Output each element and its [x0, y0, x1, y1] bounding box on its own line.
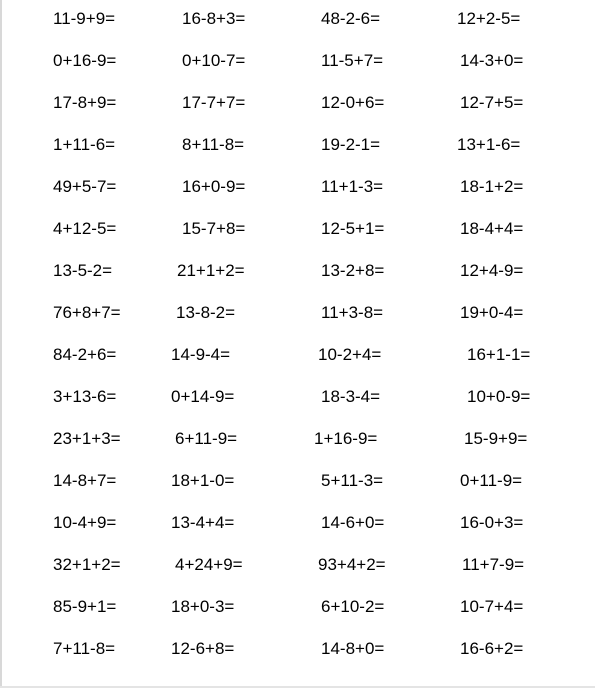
problem-row [0, 215, 595, 243]
arithmetic-problem: 10+0-9= [467, 387, 531, 406]
arithmetic-problem: 19-2-1= [321, 135, 381, 154]
arithmetic-problem: 14-8+0= [321, 639, 385, 658]
arithmetic-problem: 6+11-9= [175, 429, 238, 448]
problem-row [0, 509, 595, 537]
arithmetic-problem: 11-5+7= [321, 51, 384, 70]
arithmetic-problem: 7+11-8= [53, 639, 116, 658]
arithmetic-problem: 16-0+3= [460, 513, 524, 532]
arithmetic-problem: 11+3-8= [321, 303, 384, 322]
arithmetic-problem: 85-9+1= [53, 597, 117, 616]
arithmetic-problem: 18+0-3= [171, 597, 235, 616]
arithmetic-problem: 10-7+4= [460, 597, 524, 616]
arithmetic-problem: 49+5-7= [53, 177, 117, 196]
arithmetic-problem: 32+1+2= [53, 555, 121, 574]
arithmetic-problem: 13-8-2= [176, 303, 236, 322]
problem-row [0, 551, 595, 579]
arithmetic-problem: 14-3+0= [460, 51, 524, 70]
arithmetic-problem: 93+4+2= [318, 555, 386, 574]
arithmetic-problem: 6+10-2= [321, 597, 385, 616]
arithmetic-problem: 0+11-9= [460, 471, 523, 490]
problem-row [0, 635, 595, 663]
arithmetic-problem: 10-2+4= [318, 345, 382, 364]
arithmetic-problem: 11+1-3= [321, 177, 384, 196]
arithmetic-problem: 1+16-9= [314, 429, 378, 448]
arithmetic-problem: 12+4-9= [460, 261, 524, 280]
arithmetic-problem: 13-5-2= [53, 261, 113, 280]
arithmetic-problem: 17-8+9= [53, 93, 117, 112]
arithmetic-problem: 13-4+4= [171, 513, 235, 532]
problem-row [0, 593, 595, 621]
arithmetic-problem: 14-8+7= [53, 471, 117, 490]
arithmetic-problem: 1+11-6= [53, 135, 116, 154]
arithmetic-problem: 4+12-5= [53, 219, 117, 238]
problem-row [0, 5, 595, 33]
arithmetic-problem: 76+8+7= [53, 303, 121, 322]
arithmetic-problem: 0+10-7= [182, 51, 246, 70]
arithmetic-problem: 11+7-9= [462, 555, 525, 574]
arithmetic-problem: 4+24+9= [175, 555, 243, 574]
problem-row [0, 173, 595, 201]
problem-row [0, 425, 595, 453]
arithmetic-problem: 16-8+3= [182, 9, 246, 28]
problem-row [0, 131, 595, 159]
arithmetic-problem: 12-6+8= [171, 639, 235, 658]
arithmetic-problem: 18-4+4= [460, 219, 524, 238]
arithmetic-problem: 48-2-6= [321, 9, 381, 28]
problem-row [0, 383, 595, 411]
arithmetic-problem: 18-3-4= [321, 387, 381, 406]
arithmetic-problem: 12-5+1= [321, 219, 385, 238]
problem-row [0, 47, 595, 75]
arithmetic-problem: 16+1-1= [467, 345, 531, 364]
arithmetic-problem: 18+1-0= [171, 471, 235, 490]
arithmetic-problem: 3+13-6= [53, 387, 117, 406]
arithmetic-problem: 23+1+3= [53, 429, 121, 448]
problem-row [0, 299, 595, 327]
arithmetic-problem: 18-1+2= [460, 177, 524, 196]
arithmetic-problem: 14-6+0= [321, 513, 385, 532]
arithmetic-problem: 10-4+9= [53, 513, 117, 532]
arithmetic-problem: 0+14-9= [171, 387, 235, 406]
arithmetic-problem: 16-6+2= [460, 639, 524, 658]
problem-row [0, 341, 595, 369]
arithmetic-problem: 14-9-4= [171, 345, 231, 364]
arithmetic-problem: 11-9+9= [53, 9, 116, 28]
problem-row [0, 257, 595, 285]
arithmetic-problem: 15-9+9= [464, 429, 528, 448]
arithmetic-problem: 12-0+6= [321, 93, 385, 112]
arithmetic-problem: 21+1+2= [177, 261, 245, 280]
arithmetic-problem: 5+11-3= [321, 471, 384, 490]
arithmetic-problem: 13+1-6= [457, 135, 521, 154]
arithmetic-problem: 19+0-4= [460, 303, 524, 322]
problem-row [0, 467, 595, 495]
problem-row [0, 89, 595, 117]
arithmetic-problem: 12-7+5= [460, 93, 524, 112]
arithmetic-problem: 8+11-8= [182, 135, 245, 154]
arithmetic-problem: 12+2-5= [457, 9, 521, 28]
arithmetic-problem: 16+0-9= [182, 177, 246, 196]
arithmetic-problem: 13-2+8= [321, 261, 385, 280]
arithmetic-problem: 15-7+8= [182, 219, 246, 238]
arithmetic-problem: 0+16-9= [53, 51, 117, 70]
arithmetic-problem: 84-2+6= [53, 345, 117, 364]
arithmetic-problem: 17-7+7= [182, 93, 246, 112]
